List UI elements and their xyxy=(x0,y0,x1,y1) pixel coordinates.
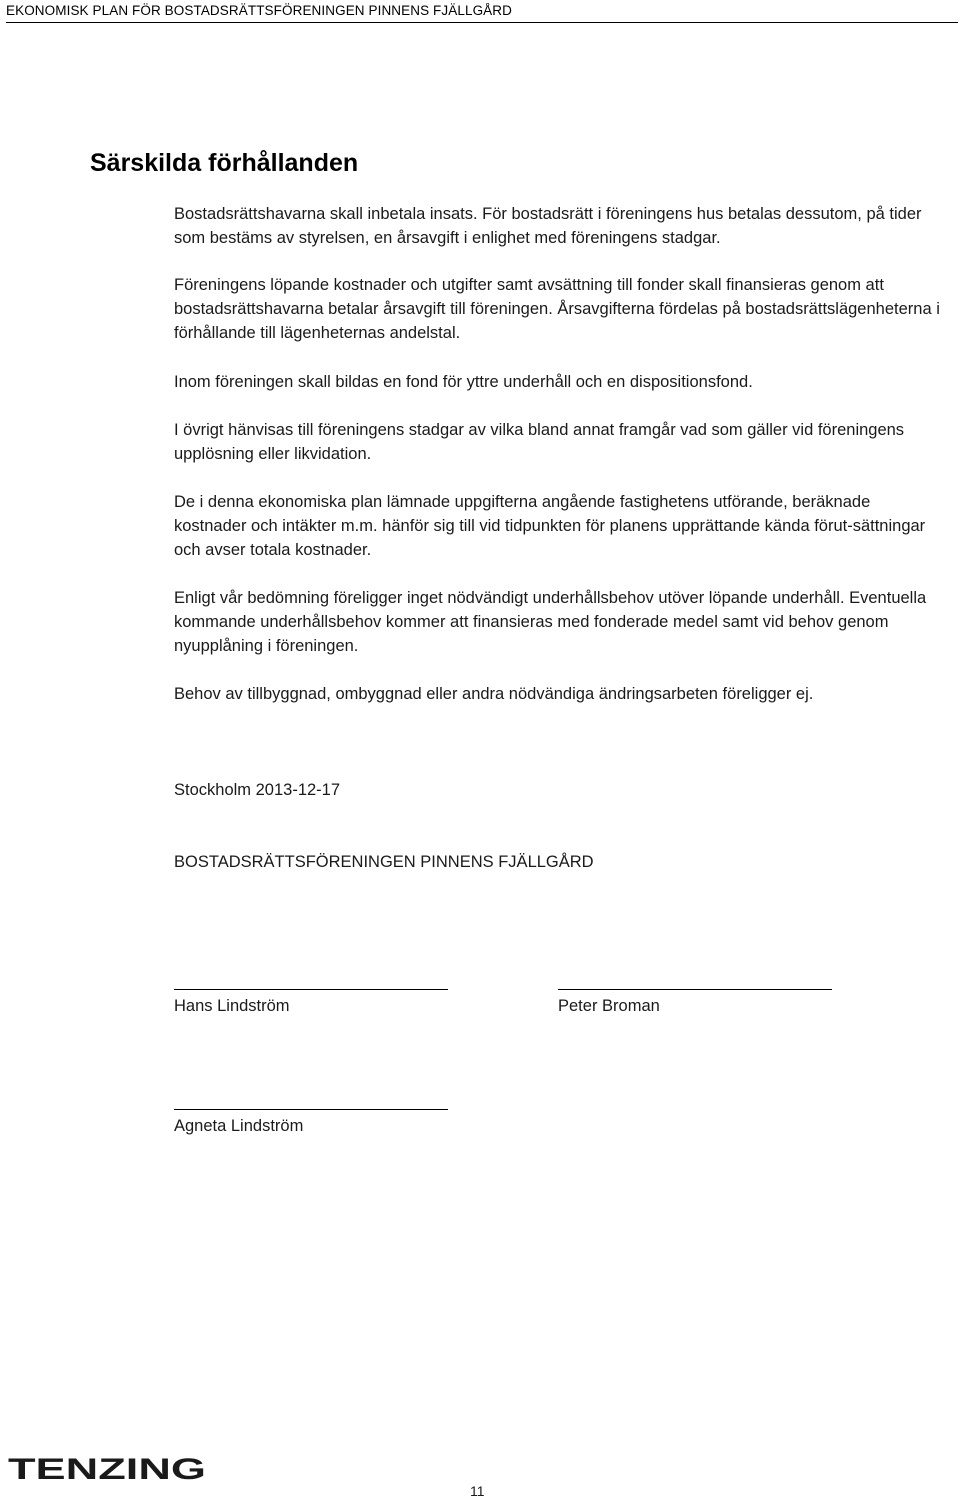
page-number: 11 xyxy=(470,1483,485,1499)
paragraph-uppgifter xyxy=(174,490,944,562)
paragraph-text: Inom föreningen skall bildas en fond för yttre underhåll och en dispositionsfond. xyxy=(174,373,753,391)
section-title: Särskilda förhållanden xyxy=(90,149,359,177)
tenzing-logo-mark xyxy=(8,1454,208,1484)
paragraph-text: Bostadsrättshavarna skall inbetala insats. För bostadsrätt i föreningens hus betalas dessutom, på tider som bestäms av styrelsen, en årsavgift i enlighet med föreningens stadgar. xyxy=(174,205,922,247)
association-name: BOSTADSRÄTTSFÖRENINGEN PINNENS FJÄLLGÅRD xyxy=(174,853,594,871)
place-date: Stockholm 2013-12-17 xyxy=(174,781,341,799)
paragraph-fond xyxy=(174,370,944,394)
paragraph-arsavgift xyxy=(174,273,944,345)
signatory-name: Peter Broman xyxy=(558,997,660,1015)
paragraph-tillbyggnad xyxy=(174,682,944,706)
signature-line xyxy=(174,989,448,990)
signatory-name: Hans Lindström xyxy=(174,997,290,1015)
signatory-name: Agneta Lindström xyxy=(174,1117,304,1135)
paragraph-insats xyxy=(174,202,944,250)
paragraph-underhall xyxy=(174,586,944,658)
logo-text: TENZING xyxy=(8,1454,206,1484)
paragraph-text: Föreningens löpande kostnader och utgifter samt avsättning till fonder skall finansieras genom att bostadsrättshavarna betalar årsavgift till föreningen. Årsavgifterna fördelas på bostadsrättslägenheterna i förhållande till lägenheternas andelstal. xyxy=(174,276,940,342)
signature-line xyxy=(174,1109,448,1110)
running-header: EKONOMISK PLAN FÖR BOSTADSRÄTTSFÖRENINGEN PINNENS FJÄLLGÅRD xyxy=(6,2,958,23)
paragraph-text: I övrigt hänvisas till föreningens stadgar av vilka bland annat framgår vad som gäller vid föreningens upplösning eller likvidation. xyxy=(174,421,905,463)
paragraph-text: Enligt vår bedömning föreligger inget nödvändigt underhållsbehov utöver löpande underhåll. Eventuella kommande underhållsbehov kommer att finansieras med fonderade medel samt vid behov genom nyupplåning i föreningen. xyxy=(174,589,927,655)
paragraph-text: De i denna ekonomiska plan lämnade uppgifterna angående fastighetens utförande, beräknade kostnader och intäkter m.m. hänför sig till vid tidpunkten för planens upprättande kända förut-sättningar och avser totala kostnader. xyxy=(174,493,926,559)
tenzing-logo xyxy=(8,1454,208,1489)
paragraph-stadgar xyxy=(174,418,944,466)
paragraph-text: Behov av tillbyggnad, ombyggnad eller andra nödvändiga ändringsarbeten föreligger ej. xyxy=(174,685,814,703)
signature-line xyxy=(558,989,832,990)
